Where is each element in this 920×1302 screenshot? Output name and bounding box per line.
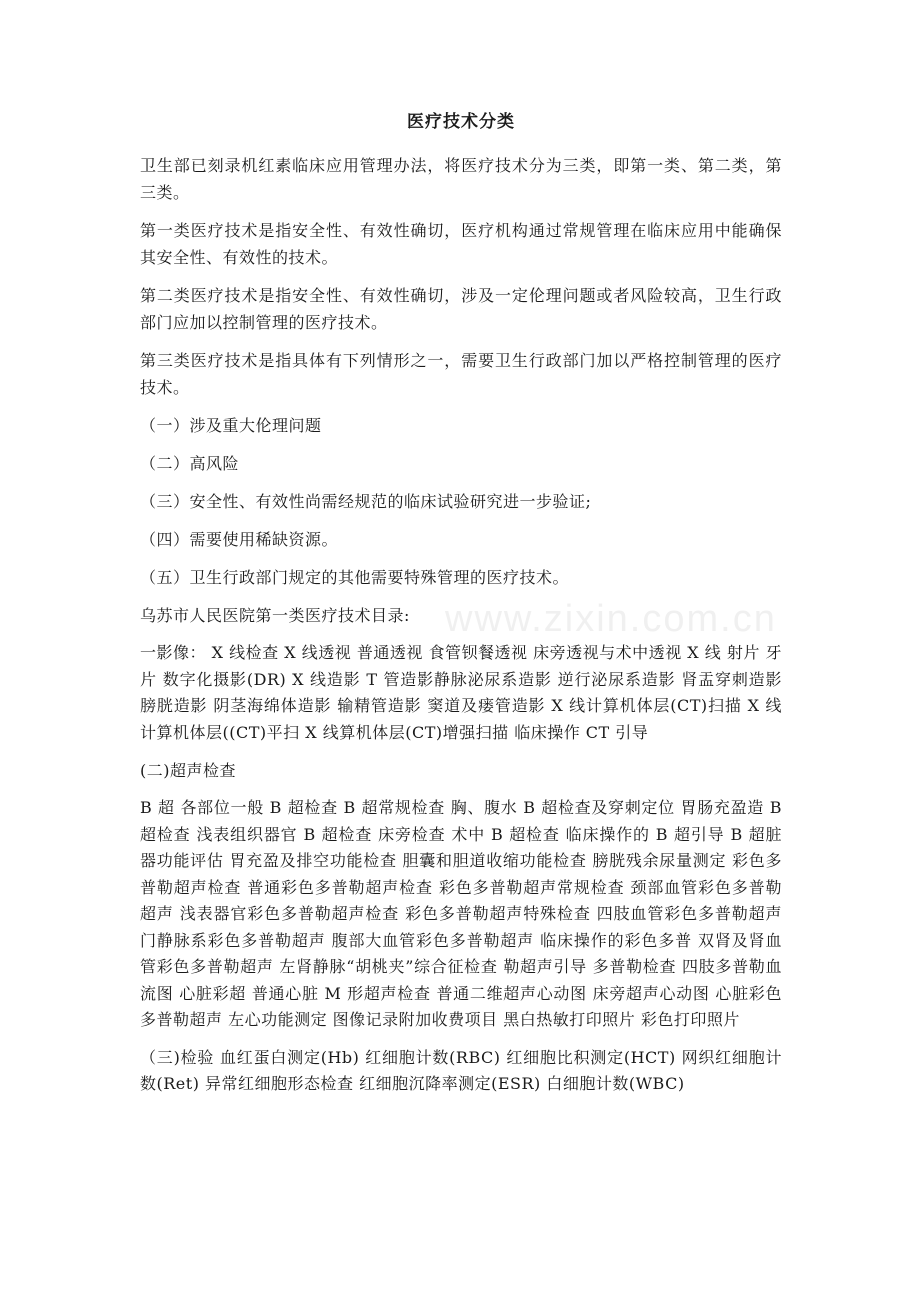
section-ultrasound: B 超 各部位一般 B 超检查 B 超常规检查 胸、腹水 B 超检查及穿刺定位 胃肠充盈造 B 超检查 浅表组织器官 B 超检查 床旁检查 术中 B 超检查 临床操作的 B 超引导 B 超脏器功能评估 胃充盈及排空功能检查 胆囊和胆道收缩功能检查 膀胱残余尿量测定 彩色多普勒超声检查 普通彩色多普勒超声检查 彩色多普勒超声常规检查 颈部血管彩色多普勒超声 浅表器官彩色多普勒超声检查 彩色多普勒超声特殊检查 四肢血管彩色多普勒超声 门静脉系彩色多普勒超声 腹部大血管彩色多普勒超声 临床操作的彩色多普 双肾及肾血管彩色多普勒超声 左肾静脉“胡桃夹”综合征检查 勒超声引导 多普勒检查 四肢多普勒血流图 心脏彩超 普通心脏 M 形超声检查 普通二维超声心动图 床旁超声心动图 心脏彩色多普勒超声 左心功能测定 图像记录附加收费项目 黑白热敏打印照片 彩色打印照片 — [140, 798, 782, 1029]
paragraph-class-three: 第三类医疗技术是指具体有下列情形之一，需要卫生行政部门加以严格控制管理的医疗技术。 — [140, 351, 782, 397]
list-item-4: （四）需要使用稀缺资源。 — [140, 530, 339, 549]
list-item-5: （五）卫生行政部门规定的其他需要特殊管理的医疗技术。 — [140, 568, 570, 587]
paragraph-class-one: 第一类医疗技术是指安全性、有效性确切，医疗机构通过常规管理在临床应用中能确保其安全性、有效性的技术。 — [140, 221, 782, 267]
section-lab-tests: （三)检验 血红蛋白测定(Hb) 红细胞计数(RBC) 红细胞比积测定(HCT) 网织红细胞计数(Ret) 异常红细胞形态检查 红细胞沉降率测定(ESR) 白细胞计数(WBC) — [140, 1047, 782, 1093]
paragraph-intro: 卫生部已刻录机红素临床应用管理办法，将医疗技术分为三类，即第一类、第二类，第三类。 — [140, 156, 782, 202]
watermark: www.zixin.com.cn — [445, 598, 777, 640]
list-item-2: （二）高风险 — [140, 454, 240, 473]
section-ultrasound-heading: (二)超声检查 — [140, 761, 236, 780]
paragraph-class-two: 第二类医疗技术是指安全性、有效性确切，涉及一定伦理问题或者风险较高，卫生行政部门应加以控制管理的医疗技术。 — [140, 286, 782, 332]
catalog-heading: 乌苏市人民医院第一类医疗技术目录: — [140, 606, 410, 625]
section-imaging: 一影像： X 线检查 X 线透视 普通透视 食管钡餐透视 床旁透视与术中透视 X 线 射片 牙片 数字化摄影(DR) X 线造影 T 管造影静脉泌尿系造影 逆行泌尿系造影 肾盂穿刺造影 膀胱造影 阴茎海绵体造影 输精管造影 窦道及瘘管造影 X 线计算机体层(CT)扫描 X 线计算机体层((CT)平扫 X 线算机体层(CT)增强扫描 临床操作 CT 引导 — [140, 643, 782, 742]
list-item-3: （三）安全性、有效性尚需经规范的临床试验研究进一步验证; — [140, 492, 592, 511]
list-item-1: （一）涉及重大伦理问题 — [140, 416, 322, 435]
document-title: 医疗技术分类 — [407, 112, 515, 132]
document-page — [140, 108, 782, 1109]
